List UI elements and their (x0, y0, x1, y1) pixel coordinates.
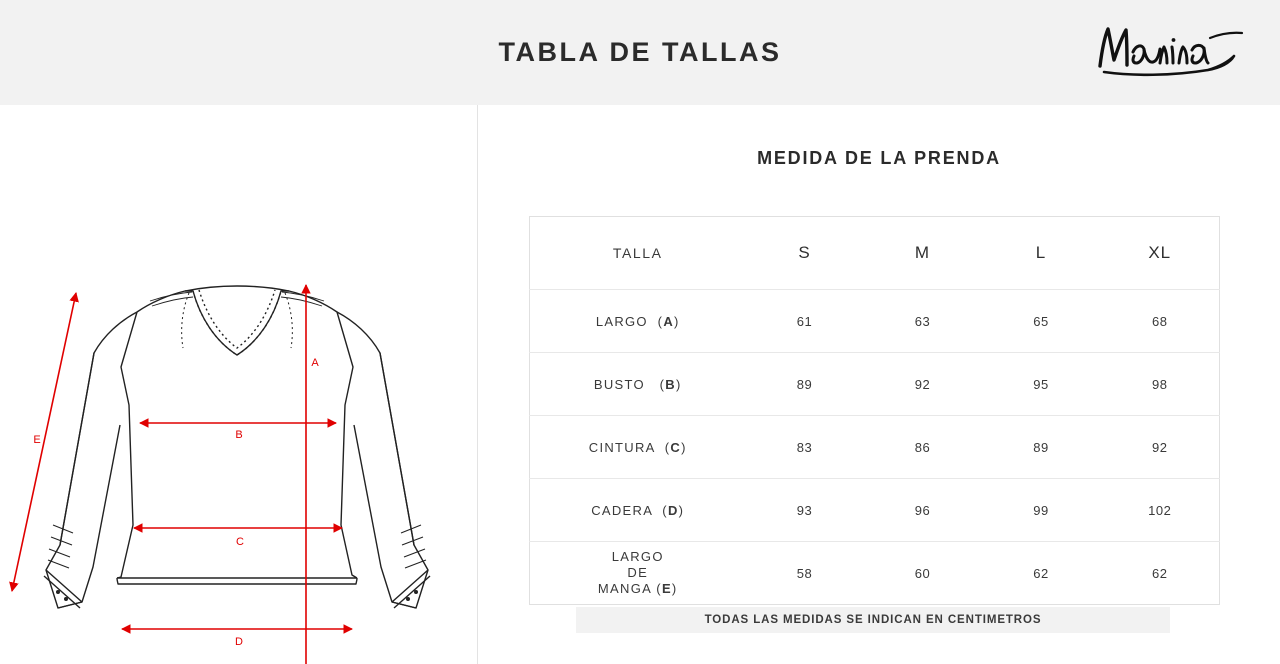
cell-largo-xl: 68 (1101, 290, 1220, 353)
row-label-largo-de-manga (530, 542, 746, 605)
row-label-line-1: LARGO (611, 548, 664, 564)
measurements-panel (478, 105, 1280, 664)
table-row (530, 542, 1220, 605)
row-label-letter: (A) (652, 313, 680, 329)
cell-busto-xl: 98 (1101, 353, 1220, 416)
cell-cadera-l: 99 (982, 479, 1101, 542)
dimension-label-b: B (235, 429, 243, 441)
cell-cintura-m: 86 (864, 416, 982, 479)
row-label-letter: (D) (657, 502, 685, 518)
size-measurements-table (529, 216, 1220, 605)
row-label-text: LARGO (595, 313, 648, 329)
table-row (530, 353, 1220, 416)
row-label-cintura (530, 416, 746, 479)
cell-cadera-s: 93 (746, 479, 864, 542)
row-label-cadera (530, 479, 746, 542)
row-label-largo (530, 290, 746, 353)
cell-busto-m: 92 (864, 353, 982, 416)
row-label-text: BUSTO (593, 376, 645, 392)
table-header-size-xl: XL (1101, 217, 1220, 290)
cell-cadera-xl: 102 (1101, 479, 1220, 542)
cell-cintura-s: 83 (746, 416, 864, 479)
page-header (0, 0, 1280, 106)
dimension-label-a: A (311, 357, 319, 369)
cell-largo-l: 65 (982, 290, 1101, 353)
table-header-size-l: L (982, 217, 1101, 290)
table-title: MEDIDA DE LA PRENDA (757, 148, 1001, 168)
cell-cintura-l: 89 (982, 416, 1101, 479)
units-note: TODAS LAS MEDIDAS SE INDICAN EN CENTIMETROS (576, 607, 1170, 633)
table-header-row (530, 217, 1220, 290)
dimension-label-e: E (33, 434, 41, 446)
cell-largo-m: 63 (864, 290, 982, 353)
table-header-size-s: S (746, 217, 864, 290)
cell-busto-l: 95 (982, 353, 1101, 416)
table-row (530, 479, 1220, 542)
row-label-line-3: MANGA (E) (597, 581, 678, 597)
dimension-label-c: C (236, 536, 244, 548)
page-title: TABLA DE TALLAS (498, 37, 782, 67)
row-label-letter: (C) (659, 439, 687, 455)
table-corner-header: TALLA (530, 217, 746, 290)
cell-manga-s: 58 (746, 542, 864, 605)
table-row (530, 416, 1220, 479)
dimension-label-d: D (235, 636, 243, 648)
cell-manga-m: 60 (864, 542, 982, 605)
table-row (530, 290, 1220, 353)
row-label-busto (530, 353, 746, 416)
cell-busto-s: 89 (746, 353, 864, 416)
table-header-size-m: M (864, 217, 982, 290)
row-label-letter: (B) (649, 376, 682, 392)
row-label-text: CINTURA (588, 439, 655, 455)
garment-illustration-panel (0, 105, 478, 664)
marina-script-logo (1092, 20, 1252, 82)
long-sleeve-v-neck-top-technical-drawing (0, 105, 477, 664)
row-label-text: CADERA (591, 502, 653, 518)
cell-largo-s: 61 (746, 290, 864, 353)
row-label-line-2: DE (627, 564, 649, 580)
cell-manga-xl: 62 (1101, 542, 1220, 605)
cell-cadera-m: 96 (864, 479, 982, 542)
cell-manga-l: 62 (982, 542, 1101, 605)
cell-cintura-xl: 92 (1101, 416, 1220, 479)
